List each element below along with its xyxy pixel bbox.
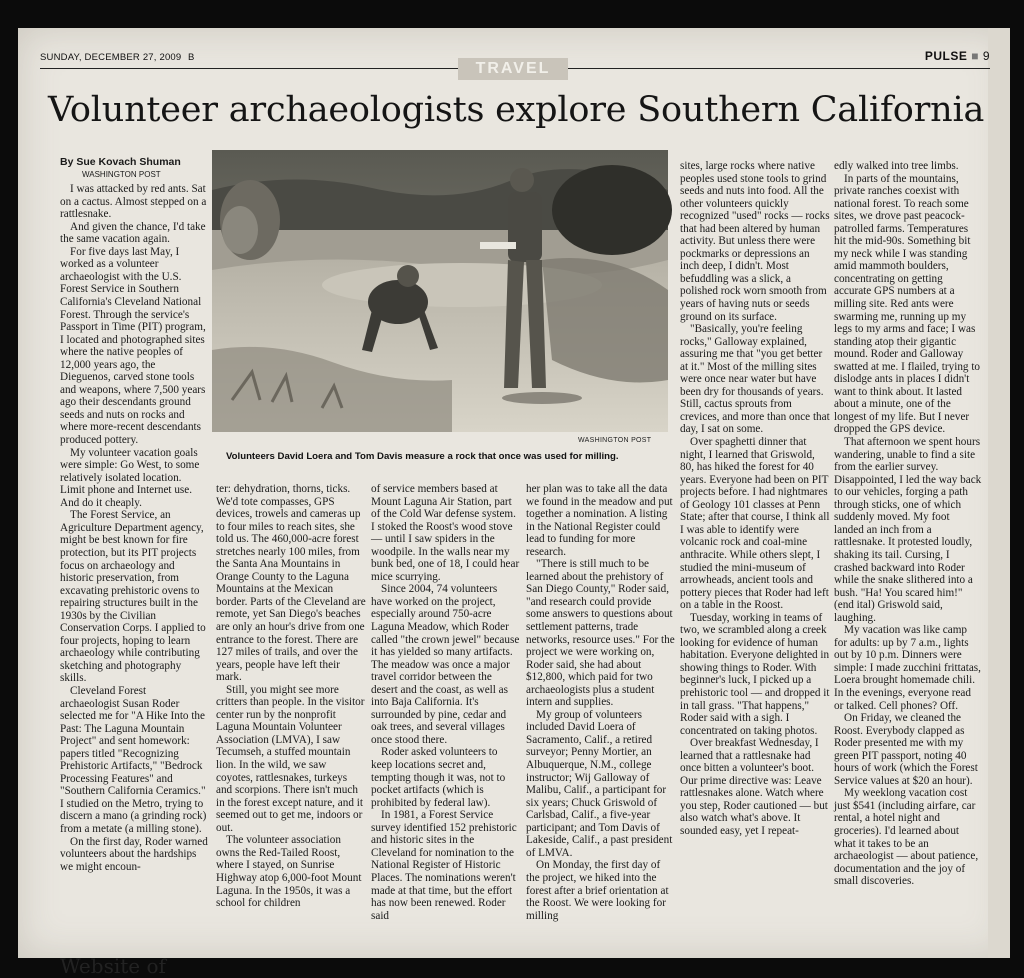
section-label bbox=[925, 49, 990, 63]
paragraph: The volunteer association owns the Red-Tailed Roost, where I stayed, on Sunrise Highway atop 6,000-foot Mount Laguna. In the 1950s, it was a school for children bbox=[216, 834, 362, 910]
photo-credit: WASHINGTON POST bbox=[578, 437, 652, 444]
cut-off-headline: Website of bbox=[60, 954, 166, 978]
page-letter: B bbox=[188, 52, 195, 63]
article-column-6 bbox=[834, 160, 982, 955]
byline-source: WASHINGTON POST bbox=[82, 169, 161, 179]
paragraph: Since 2004, 74 volunteers have worked on the project, especially around 750-acre Laguna Meadow, which Roder called "the crown jewel" because it has yielded so many artifacts. The meadow was once a major travel corridor between the desert and the coast, as well as into Baja California. It's surrounded by pine, cedar and oak trees, and several villages once stood there. bbox=[371, 583, 520, 746]
photo-caption: Volunteers David Loera and Tom Davis measure a rock that once was used for milling. bbox=[226, 451, 619, 462]
paragraph: edly walked into tree limbs. bbox=[834, 160, 959, 172]
paragraph: Roder asked volunteers to keep locations secret and, tempting though it was, not to pocket artifacts (which is prohibited by federal law). bbox=[371, 746, 506, 809]
paragraph: Tuesday, working in teams of two, we scrambled along a creek looking for evidence of human habitation. Everyone delighted in showing things to Roder. With beginner's luck, I picked up a prehistoric tool — and dropped it in tall grass. "That happens," Roder said with a sigh. I concentrated on taking photos. bbox=[680, 611, 830, 737]
paragraph: My group of volunteers included David Loera of Sacramento, Calif., a retired surveyor; Penny Mortier, an Albuquerque, N.M., college instructor; Wij Galloway of Malibu, Calif., a participant for six years; Chuck Griswold of Carlsbad, Calif., a five-year participant; and Tom Davis of Lakeside, Calif., a past president of LMVA. bbox=[526, 708, 673, 859]
paragraph: "There is still much to be learned about the prehistory of San Diego County," Roder said, "and research could provide some answers to questions about settlement patterns, trade networks, resource uses." For the project we were working on, Roder said, she had about $12,800, which paid for two archaeologists plus a student intern and supplies. bbox=[526, 558, 675, 709]
headline: Volunteer archaeologists explore Southern California bbox=[48, 90, 985, 130]
section-name: PULSE bbox=[924, 49, 968, 63]
paragraph: I was attacked by red ants. Sat on a cactus. Almost stepped on a rattlesnake. bbox=[60, 183, 207, 221]
paragraph: ter: dehydration, thorns, ticks. We'd tote compasses, GPS devices, trowels and cameras up to four miles to reach sites, she told us. The 460,000-acre forest stretches nearly 100 miles, from the Santa Ana Mountains in Orange County to the Laguna Mountains at the Mexican border. Parts of the Cleveland are remote, yet San Diego's beaches are only an hour's drive from one entrance to the forest. There are 127 miles of trails, and over the years, people have left their mark. bbox=[216, 483, 366, 684]
paragraph: On Monday, the first day of the project, we hiked into the forest after a brief orientation at the Roost. We were looking for milling bbox=[526, 859, 669, 922]
article-column-2 bbox=[216, 483, 366, 958]
paragraph: And given the chance, I'd take the same vacation again. bbox=[60, 220, 206, 246]
paragraph: On Friday, we cleaned the Roost. Everybody clapped as Roder presented me with my green PIT passport, noting 40 hours of work (which the Forest Service values at $20 an hour). bbox=[834, 712, 978, 787]
article-photo bbox=[212, 150, 668, 432]
paragraph: Cleveland Forest archaeologist Susan Roder selected me for "A Hike Into the Past: The Laguna Mountain Project" and sent homework: papers titled "Recognizing Prehistoric Artifacts," "Bedrock Processing Features" and "Southern California Ceramics." I studied on the Metro, trying to discern a mano (a grinding rock) from a metate (a milling stone). bbox=[60, 684, 207, 835]
paragraph: sites, large rocks where native peoples used stone tools to grind seeds and nuts into food. All the other volunteers quickly recognized "used" rocks — rocks that had been altered by human activity. But unless there were pockmarks or depressions an inch deep, I didn't. Most befuddling was a slick, a polished rock worn smooth from years of having nuts or seeds ground on its surface. bbox=[680, 160, 830, 323]
paragraph: Still, you might see more critters than people. In the visitor center run by the nonprofit Laguna Mountain Volunteer Association (LMVA), I saw Tecumseh, a stuffed mountain lion. In the wild, we saw coyotes, rattlesnakes, turkeys and scorpions. There isn't much in the forest except nature, and it seemed out to get me, indoors or out. bbox=[216, 683, 365, 834]
section-kicker: TRAVEL bbox=[458, 58, 568, 80]
article-column-4 bbox=[526, 483, 676, 958]
paragraph: "Basically, you're feeling rocks," Galloway explained, assuring me that "you get better at it." Most of the milling sites were once near water but have been dry for thousands of years. Still, cactus sprouts from crevices, and more than once that day, I sat on some. bbox=[680, 323, 830, 436]
paragraph: In parts of the mountains, private ranches coexist with national forest. To reach some sites, we drove past peacock-patrolled farms. Temperatures hit the mid-90s. Something bit my neck while I was standing amid mammoth boulders, concentrating on getting accurate GPS numbers at a milling site. Red ants were swarming me, running up my legs to my arms and face; I was standing atop their gigantic mound. Roder and Galloway swatted at me. I flailed, trying to dislodge ants in places I didn't want to think about. It lasted about a minute, one of the longest of my life. But I never dropped the GPS device. bbox=[834, 172, 981, 436]
issue-date: SUNDAY, DECEMBER 27, 2009 bbox=[40, 52, 182, 63]
paragraph: In 1981, a Forest Service survey identified 152 prehistoric and historic sites in the Cleveland for nomination to the National Register of Historic Places. The nominations weren't made at that time, but the effort has now been renewed. Roder said bbox=[371, 809, 517, 922]
paragraph: My volunteer vacation goals were simple: Go West, to some relatively isolated location. Limit phone and Internet use. And do it cheaply. bbox=[60, 446, 200, 509]
paragraph: For five days last May, I worked as a volunteer archaeologist with the U.S. Forest Service in Southern California's Cleveland National Forest. Through the service's Passport in Time (PIT) program, I located and photographed sites where the native peoples of 12,000 years ago, the Dieguenos, carved stone tools and weapons, where 7,500 years ago their descendants ground seeds and nuts on rocks and where more-recent descendants produced pottery. bbox=[60, 245, 206, 447]
paragraph: The Forest Service, an Agriculture Department agency, might be best known for fire protection, but its PIT projects focus on archaeology and historic preservation, from excavating prehistoric ovens to repairing structures built in the 1930s by the Civilian Conservation Corps. I applied to four projects, hoping to learn archaeology while contributing sketching and photography skills. bbox=[60, 509, 206, 685]
page-number: 9 bbox=[982, 49, 990, 63]
paragraph: Over breakfast Wednesday, I learned that a rattlesnake had once bitten a volunteer's boot. Our prime directive was: Leave rattlesnakes alone. Watch where you step, Roder cautioned — but also watch what's above. It sounded easy, yet I repeat- bbox=[680, 737, 828, 837]
paragraph: of service members based at Mount Laguna Air Station, part of the Cold War defense system. I stoked the Roost's wood stove — until I saw spiders in the woodpile. In the walls near my bunk bed, one of 18, I could hear mice scurrying. bbox=[371, 483, 520, 583]
article-column-5 bbox=[680, 160, 830, 955]
paper-edge bbox=[988, 28, 1010, 958]
article-column-1 bbox=[60, 156, 208, 956]
byline: By Sue Kovach Shuman bbox=[60, 156, 181, 168]
newspaper-clipping bbox=[18, 28, 1010, 978]
photo-illustration bbox=[212, 150, 668, 432]
paragraph: her plan was to take all the data we found in the meadow and put together a nomination. A listing in the National Register could lead to funding for more research. bbox=[526, 483, 673, 558]
paragraph: On the first day, Roder warned volunteers about the hardships we might encoun- bbox=[60, 835, 208, 873]
paragraph: That afternoon we spent hours wandering, unable to find a site from the earlier survey. Disappointed, I led the way back to our vehicles, forging a path through sticks, one of which suddenly moved. My foot landed an inch from a rattlesnake. It protested loudly, shaking its tail. Cursing, I crashed backward into Roder while the snake slithered into a bush. "Ha! You scared him!" (end ital) Griswold said, laughing. bbox=[834, 436, 982, 624]
article-column-3 bbox=[371, 483, 521, 958]
paragraph: Over spaghetti dinner that night, I learned that Griswold, 80, has hiked the forest for 40 years. Everyone had been on PIT projects before. I had nightmares of Geology 101 classes at Penn State; after that course, I think all I was able to identify were volcanic rock and coal-mine anthracite. While others slept, I studied the mini-museum of arrowheads, ancient tools and pottery pieces that Roder had left on a table in the Roost. bbox=[680, 436, 830, 612]
paragraph: My weeklong vacation cost just $541 (including airfare, car rental, a hotel night and groceries). I'd learned about what it takes to be an archaeologist — about patience, documentation and the joy of small discoveries. bbox=[834, 787, 979, 888]
separator-square-icon: ■ bbox=[971, 49, 979, 63]
paragraph: My vacation was like camp for adults: up by 7 a.m., lights out by 10 p.m. Dinners were simple: I made zucchini frittatas, Loera brought homemade chili. In the evenings, everyone read or talked. Cell phones? Off. bbox=[834, 624, 981, 712]
